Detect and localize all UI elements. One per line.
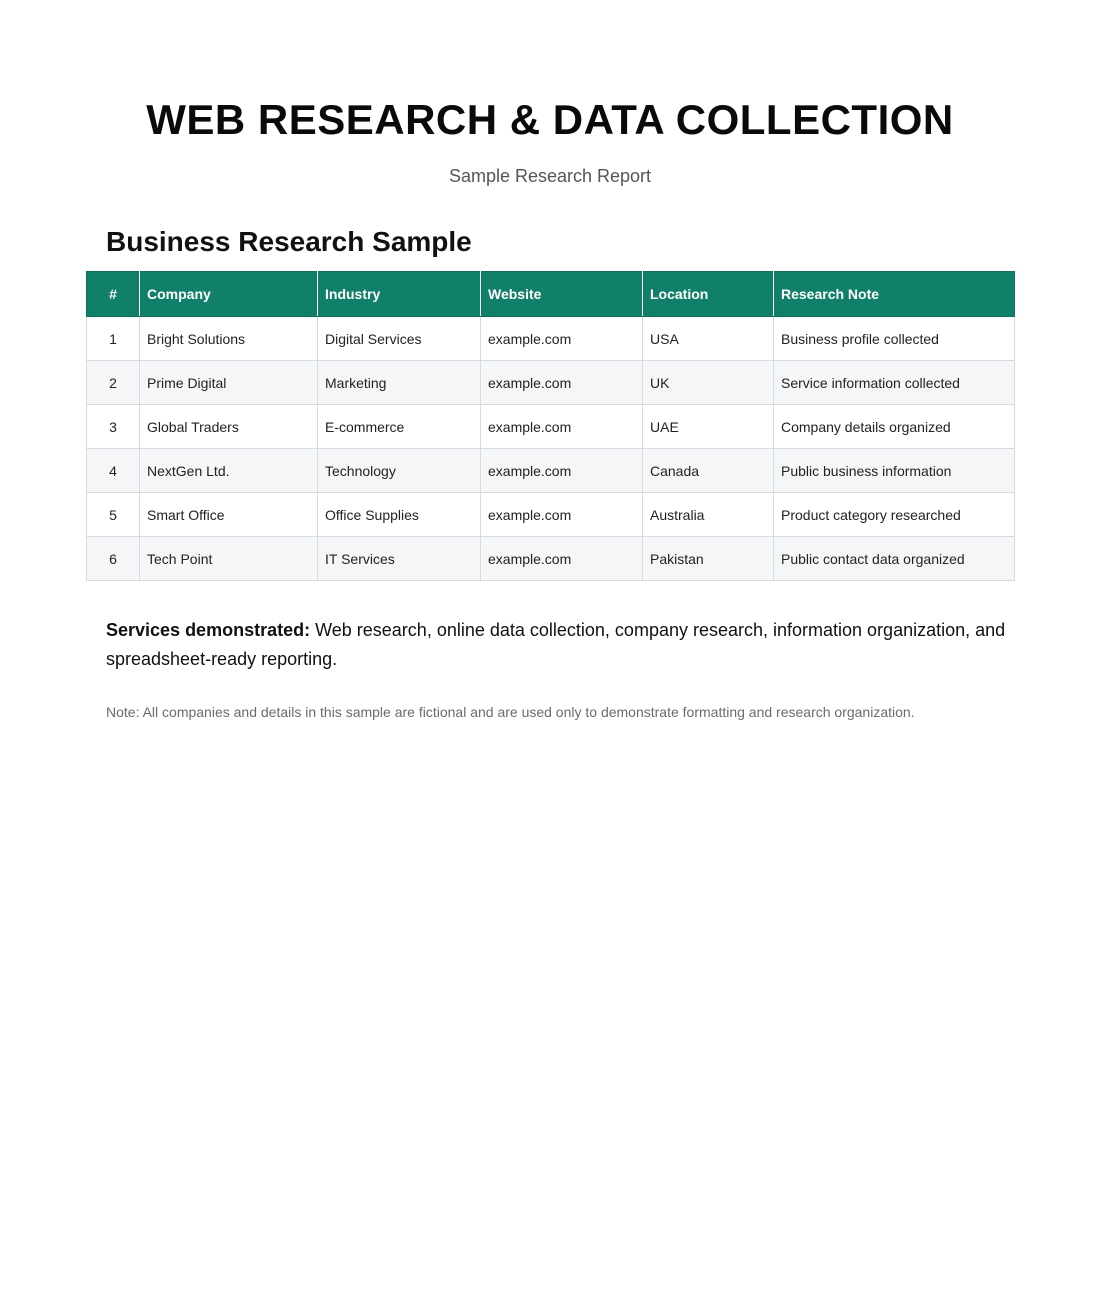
cell-number: 4 bbox=[87, 449, 140, 493]
column-header-company: Company bbox=[140, 272, 318, 317]
cell-website: example.com bbox=[481, 317, 643, 361]
column-header-location: Location bbox=[643, 272, 774, 317]
cell-industry: Technology bbox=[318, 449, 481, 493]
cell-number: 6 bbox=[87, 537, 140, 581]
services-text: Web research, online data collection, company research, information organization, and spreadsheet-ready reporting. bbox=[106, 620, 1006, 669]
table-header-row bbox=[87, 272, 1015, 317]
table-row bbox=[87, 449, 1015, 493]
cell-industry: Office Supplies bbox=[318, 493, 481, 537]
cell-research-note: Business profile collected bbox=[774, 317, 1015, 361]
cell-industry: Digital Services bbox=[318, 317, 481, 361]
cell-location: Canada bbox=[643, 449, 774, 493]
cell-industry: E-commerce bbox=[318, 405, 481, 449]
cell-number: 1 bbox=[87, 317, 140, 361]
column-header-website: Website bbox=[481, 272, 643, 317]
cell-website: example.com bbox=[481, 537, 643, 581]
cell-company: Global Traders bbox=[140, 405, 318, 449]
table-row bbox=[87, 317, 1015, 361]
table-row bbox=[87, 493, 1015, 537]
cell-location: Australia bbox=[643, 493, 774, 537]
cell-website: example.com bbox=[481, 405, 643, 449]
cell-location: Pakistan bbox=[643, 537, 774, 581]
services-paragraph bbox=[106, 616, 1006, 674]
table-row bbox=[87, 405, 1015, 449]
table-header bbox=[87, 272, 1015, 317]
cell-research-note: Public business information bbox=[774, 449, 1015, 493]
column-header-industry: Industry bbox=[318, 272, 481, 317]
cell-research-note: Product category researched bbox=[774, 493, 1015, 537]
section-heading: Business Research Sample bbox=[106, 226, 472, 257]
business-research-table bbox=[86, 271, 1015, 581]
table-row bbox=[87, 361, 1015, 405]
cell-company: Prime Digital bbox=[140, 361, 318, 405]
page-subtitle: Sample Research Report bbox=[448, 166, 652, 186]
table-body bbox=[87, 317, 1015, 581]
disclaimer-note: Note: All companies and details in this sample are fictional and are used only to demonstrate formatting and research organization. bbox=[106, 704, 915, 720]
table-row bbox=[87, 537, 1015, 581]
cell-location: UAE bbox=[643, 405, 774, 449]
cell-location: USA bbox=[643, 317, 774, 361]
cell-website: example.com bbox=[481, 449, 643, 493]
cell-research-note: Service information collected bbox=[774, 361, 1015, 405]
cell-research-note: Company details organized bbox=[774, 405, 1015, 449]
cell-number: 3 bbox=[87, 405, 140, 449]
cell-company: NextGen Ltd. bbox=[140, 449, 318, 493]
column-header-research-note: Research Note bbox=[774, 272, 1015, 317]
page-title: WEB RESEARCH & DATA COLLECTION bbox=[146, 96, 954, 143]
cell-website: example.com bbox=[481, 361, 643, 405]
cell-location: UK bbox=[643, 361, 774, 405]
column-header-number: # bbox=[87, 272, 140, 317]
services-label: Services demonstrated: bbox=[106, 620, 311, 640]
cell-company: Bright Solutions bbox=[140, 317, 318, 361]
cell-company: Smart Office bbox=[140, 493, 318, 537]
cell-industry: Marketing bbox=[318, 361, 481, 405]
cell-website: example.com bbox=[481, 493, 643, 537]
cell-research-note: Public contact data organized bbox=[774, 537, 1015, 581]
cell-number: 2 bbox=[87, 361, 140, 405]
cell-company: Tech Point bbox=[140, 537, 318, 581]
cell-industry: IT Services bbox=[318, 537, 481, 581]
cell-number: 5 bbox=[87, 493, 140, 537]
